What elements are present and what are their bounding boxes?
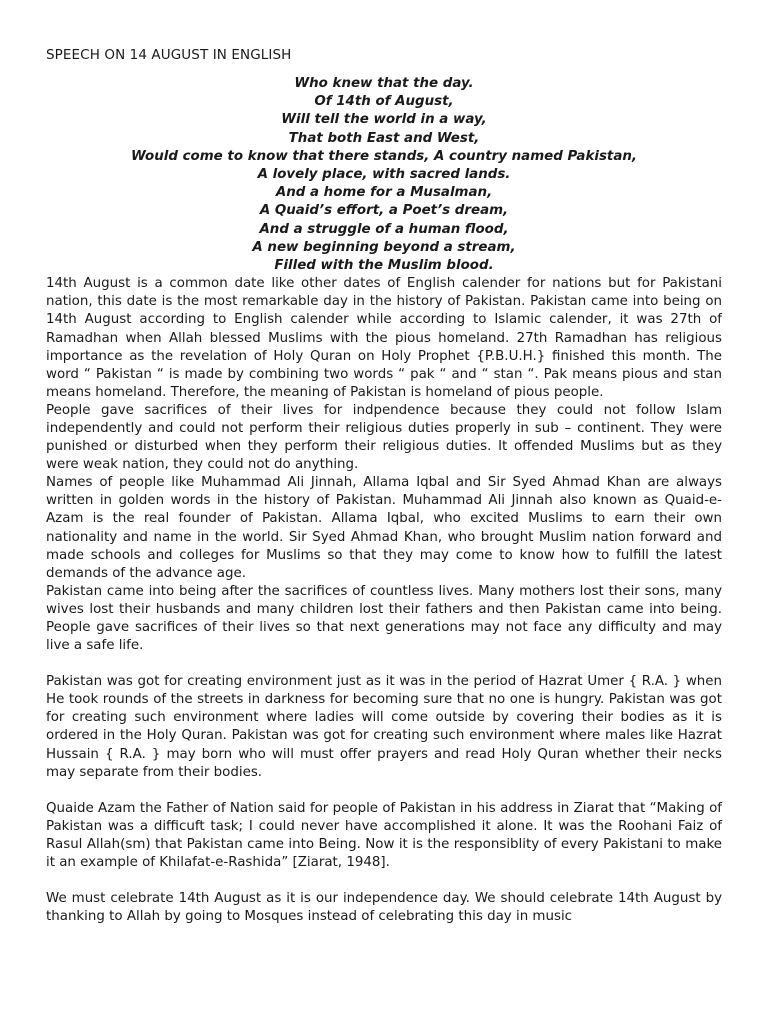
paragraph-spacer xyxy=(46,782,722,800)
paragraph-significance: 14th August is a common date like other dates of English calender for nations but for Pakistani nation, this date is the most remarkable day in the history of Pakistan. Pakistan came into being on 14th August according to English calender while according to Islamic calender, it was 27th of Ramadhan when Allah blessed Muslims with the pious homeland. 27th Ramadhan has religious importance as the revelation of Holy Quran on Holy Prophet {P.B.U.H.} finished this month. The word “ Pakistan “ is made by combining two words “ pak “ and “ stan “. Pak means pious and stan means homeland. Therefore, the meaning of Pakistan is homeland of pious people. xyxy=(46,276,722,400)
poem-line: Would come to know that there stands, A country named Pakistan, xyxy=(130,148,637,164)
document-title: SPEECH ON 14 AUGUST IN ENGLISH xyxy=(46,47,292,63)
poem-line: And a struggle of a human flood, xyxy=(259,221,509,237)
paragraph-sacrifices: People gave sacrifices of their lives for indpendence because they could not follow Islam independently and could not perform their religious duties properly in sub – continent. They were punished or disturbed when they perform their religious duties. It offended Muslims but as they were weak nation, they could not do anything. xyxy=(46,402,722,473)
document-page xyxy=(46,45,722,926)
paragraph-countless-lives: Pakistan came into being after the sacrifices of countless lives. Many mothers lost their sons, many wives lost their husbands and many children lost their fathers and then Pakistan came into being. People gave sacrifices of their lives so that next generations may not face any difficulty and may live a safe life. xyxy=(46,583,722,654)
poem-line: Filled with the Muslim blood. xyxy=(274,258,494,274)
paragraph-leaders: Names of people like Muhammad Ali Jinnah, Allama Iqbal and Sir Syed Ahmad Khan are always written in golden words in the history of Pakistan. Muhammad Ali Jinnah also known as Quaid-e-Azam is the real founder of Pakistan. Allama Iqbal, who excited Muslims to earn their own nationality and name in the world. Sir Syed Ahmad Khan, who brought Muslim nation forward and made schools and colleges for Muslims so that they may come to know how to fulfill the latest demands of the advance age. xyxy=(46,475,722,581)
poem-line: A Quaid’s effort, a Poet’s dream, xyxy=(259,203,509,219)
poem-line: A new beginning beyond a stream, xyxy=(252,239,516,255)
paragraph-environment: Pakistan was got for creating environment just as it was in the period of Hazrat Umer { R.A. } when He took rounds of the streets in darkness for becoming sure that no one is hungry. Pakistan was got for creating such environment where ladies will come outside by covering their bodies as it is ordered in the Holy Quran. Pakistan was got for creating such environment where males like Hazrat Hussain { R.A. } may born who will must offer prayers and read Holy Quran whether their necks may separate from their bodies. xyxy=(46,674,722,780)
speech-body xyxy=(46,275,722,926)
poem-line: Of 14th of August, xyxy=(314,94,454,110)
poem-line: That both East and West, xyxy=(288,130,480,146)
paragraph-spacer xyxy=(46,872,722,890)
poem-line: Will tell the world in a way, xyxy=(281,112,487,128)
poem-line: Who knew that the day. xyxy=(294,76,474,91)
paragraph-celebration: We must celebrate 14th August as it is our independence day. We should celebrate 14th August by thanking to Allah by going to Mosques instead of celebrating this day in music xyxy=(46,891,722,925)
poem-line: And a home for a Musalman, xyxy=(275,185,493,201)
paragraph-spacer xyxy=(46,655,722,673)
poem-line: A lovely place, with sacred lands. xyxy=(257,167,511,183)
paragraph-quaid-quote: Quaide Azam the Father of Nation said for people of Pakistan in his address in Ziarat that “Making of Pakistan was a difficuft task; I could never have accomplished it alone. It was the Roohani Faiz of Rasul Allah(sm) that Pakistan came into Being. Now it is the responsiblity of every Pakistani to make it an example of Khilafat-e-Rashida” [Ziarat, 1948]. xyxy=(46,800,722,871)
poem xyxy=(46,75,722,275)
